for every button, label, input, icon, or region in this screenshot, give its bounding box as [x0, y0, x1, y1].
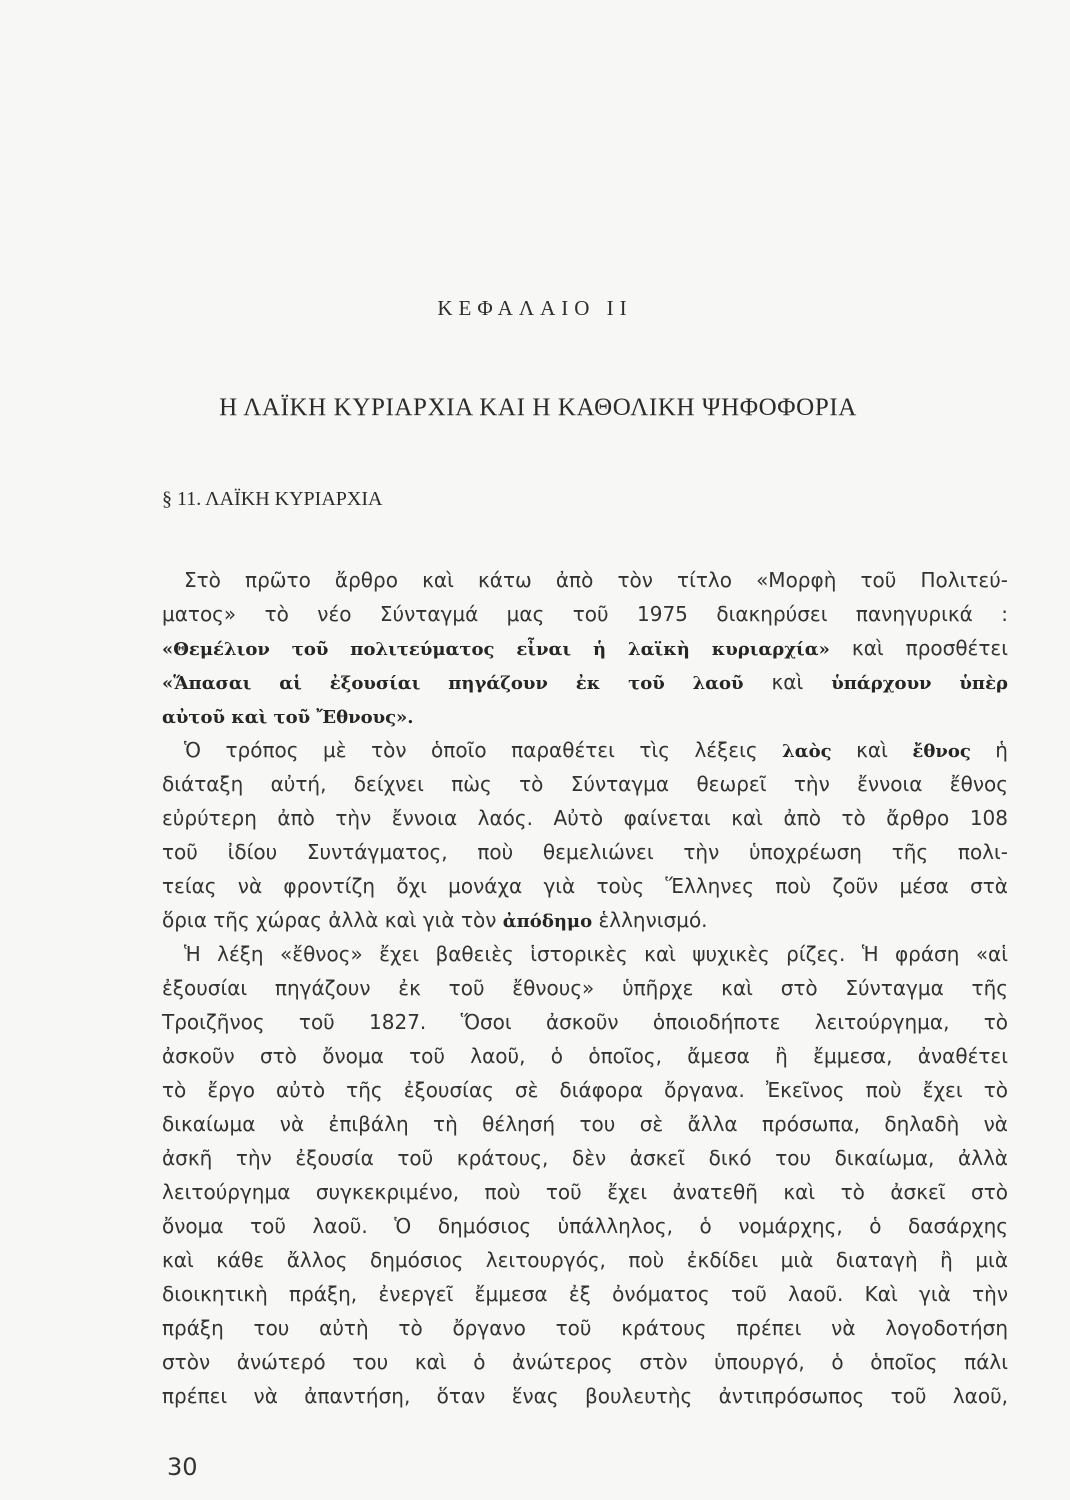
paragraph-line: Τροιζῆνος τοῦ 1827. Ὅσοι ἀσκοῦν ὁποιοδήποτε λειτούργημα, τὸ	[162, 1010, 1008, 1034]
body-text	[162, 563, 1008, 1413]
paragraph-line: διοικητικὴ πράξη, ἐνεργεῖ ἔμμεσα ἐξ ὀνόματος τοῦ λαοῦ. Καὶ γιὰ τὴν	[162, 1282, 1008, 1306]
chapter-label: ΚΕΦΑΛΑΙΟ II	[437, 296, 633, 320]
paragraph-line	[162, 631, 1008, 665]
plain-text: ὅρια τῆς χώρας ἀλλὰ καὶ γιὰ τὸν	[162, 908, 503, 932]
paragraph-line: ὄνομα τοῦ λαοῦ. Ὁ δημόσιος ὑπάλληλος, ὁ νομάρχης, ὁ δασάρχης	[162, 1214, 1008, 1238]
paragraph-line: τείας νὰ φροντίζη ὄχι μονάχα γιὰ τοὺς Ἕλληνες ποὺ ζοῦν μέσα στὰ	[162, 874, 1008, 898]
paragraph-line: εὐρύτερη ἀπὸ τὴν ἔννοια λαός. Αὐτὸ φαίνεται καὶ ἀπὸ τὸ ἄρθρο 108	[162, 806, 1008, 830]
paragraph-line: στὸν ἀνώτερό του καὶ ὁ ἀνώτερος στὸν ὑπουργό, ὁ ὁποῖος πάλι	[162, 1350, 1008, 1374]
paragraph-line	[162, 903, 1008, 937]
plain-text: καὶ προσθέτει	[829, 636, 1008, 660]
paragraph-line: τοῦ ἰδίου Συντάγματος, ποὺ θεμελιώνει τὴν ὑποχρέωση τῆς πολι-	[162, 840, 1008, 864]
paragraph-line: ἀσκῆ τὴν ἐξουσία τοῦ κράτους, δὲν ἀσκεῖ δικό του δικαίωμα, ἀλλὰ	[162, 1146, 1008, 1170]
paragraph-line: διάταξη αὐτή, δείχνει πὼς τὸ Σύνταγμα θεωρεῖ τὴν ἔννοια ἔθνος	[162, 772, 1008, 796]
emphasis-text: «Θεμέλιον τοῦ πολιτεύματος εἶναι ἡ λαϊκὴ κυριαρχία»	[162, 639, 830, 660]
plain-text: καὶ	[743, 670, 832, 694]
paragraph-line	[162, 699, 1008, 733]
chapter-title: Η ΛΑΪΚΗ ΚΥΡΙΑΡΧΙΑ ΚΑΙ Η ΚΑΘΟΛΙΚΗ ΨΗΦΟΦΟΡΙΑ	[219, 394, 857, 421]
plain-text: ἡ	[970, 738, 1008, 762]
paragraph-line: τὸ ἔργο αὐτὸ τῆς ἐξουσίας σὲ διάφορα ὄργανα. Ἐκεῖνος ποὺ ἔχει τὸ	[162, 1078, 1008, 1102]
paragraph-line: Στὸ πρῶτο ἄρθρο καὶ κάτω ἀπὸ τὸν τίτλο «Μορφὴ τοῦ Πολιτεύ-	[184, 568, 1008, 592]
paragraph-line: ματος» τὸ νέο Σύνταγμά μας τοῦ 1975 διακηρύσει πανηγυρικά :	[162, 602, 1008, 626]
paragraph-line: πράξη του αὐτὴ τὸ ὄργανο τοῦ κράτους πρέπει νὰ λογοδοτήση	[162, 1316, 1008, 1340]
emphasis-text: «Ἅπασαι αἱ ἐξουσίαι πηγάζουν ἐκ τοῦ λαοῦ	[162, 673, 744, 694]
paragraph-line: καὶ κάθε ἄλλος δημόσιος λειτουργός, ποὺ ἐκδίδει μιὰ διαταγὴ ἢ μιὰ	[162, 1248, 1008, 1272]
paragraph-line: πρέπει νὰ ἀπαντήση, ὅταν ἕνας βουλευτὴς ἀντιπρόσωπος τοῦ λαοῦ,	[162, 1384, 1008, 1408]
emphasis-text: ἀπόδημο	[502, 911, 593, 932]
plain-text: ἑλληνισμό.	[592, 908, 708, 932]
emphasis-text: αὐτοῦ καὶ τοῦ Ἔθνους».	[162, 707, 414, 728]
paragraph-line: ἐξουσίαι πηγάζουν ἐκ τοῦ ἔθνους» ὑπῆρχε καὶ στὸ Σύνταγμα τῆς	[162, 976, 1008, 1000]
paragraph-line: ἀσκοῦν στὸ ὄνομα τοῦ λαοῦ, ὁ ὁποῖος, ἄμεσα ἢ ἔμμεσα, ἀναθέτει	[162, 1044, 1008, 1068]
emphasis-text: λαὸς	[782, 741, 832, 762]
page-number: 30	[167, 1453, 198, 1481]
section-heading: § 11. ΛΑΪΚΗ ΚΥΡΙΑΡΧΙΑ	[162, 488, 383, 510]
emphasis-text: ἔθνος	[912, 741, 971, 762]
paragraph-line: λειτούργημα συγκεκριμένο, ποὺ τοῦ ἔχει ἀνατεθῆ καὶ τὸ ἀσκεῖ στὸ	[162, 1180, 1008, 1204]
paragraph-line	[162, 665, 1008, 699]
paragraph-line: δικαίωμα νὰ ἐπιβάλη τὴ θέλησή του σὲ ἄλλα πρόσωπα, δηλαδὴ νὰ	[162, 1112, 1008, 1136]
plain-text: καὶ	[831, 738, 913, 762]
paragraph-line	[162, 733, 1008, 767]
paragraph-line: Ἡ λέξη «ἔθνος» ἔχει βαθειὲς ἱστορικὲς καὶ ψυχικὲς ρίζες. Ἡ φράση «αἱ	[184, 942, 1008, 966]
emphasis-text: ὑπάρχουν ὑπὲρ	[831, 673, 1009, 694]
plain-text: Ὁ τρόπος μὲ τὸν ὁποῖο παραθέτει τὶς λέξεις	[184, 738, 783, 762]
